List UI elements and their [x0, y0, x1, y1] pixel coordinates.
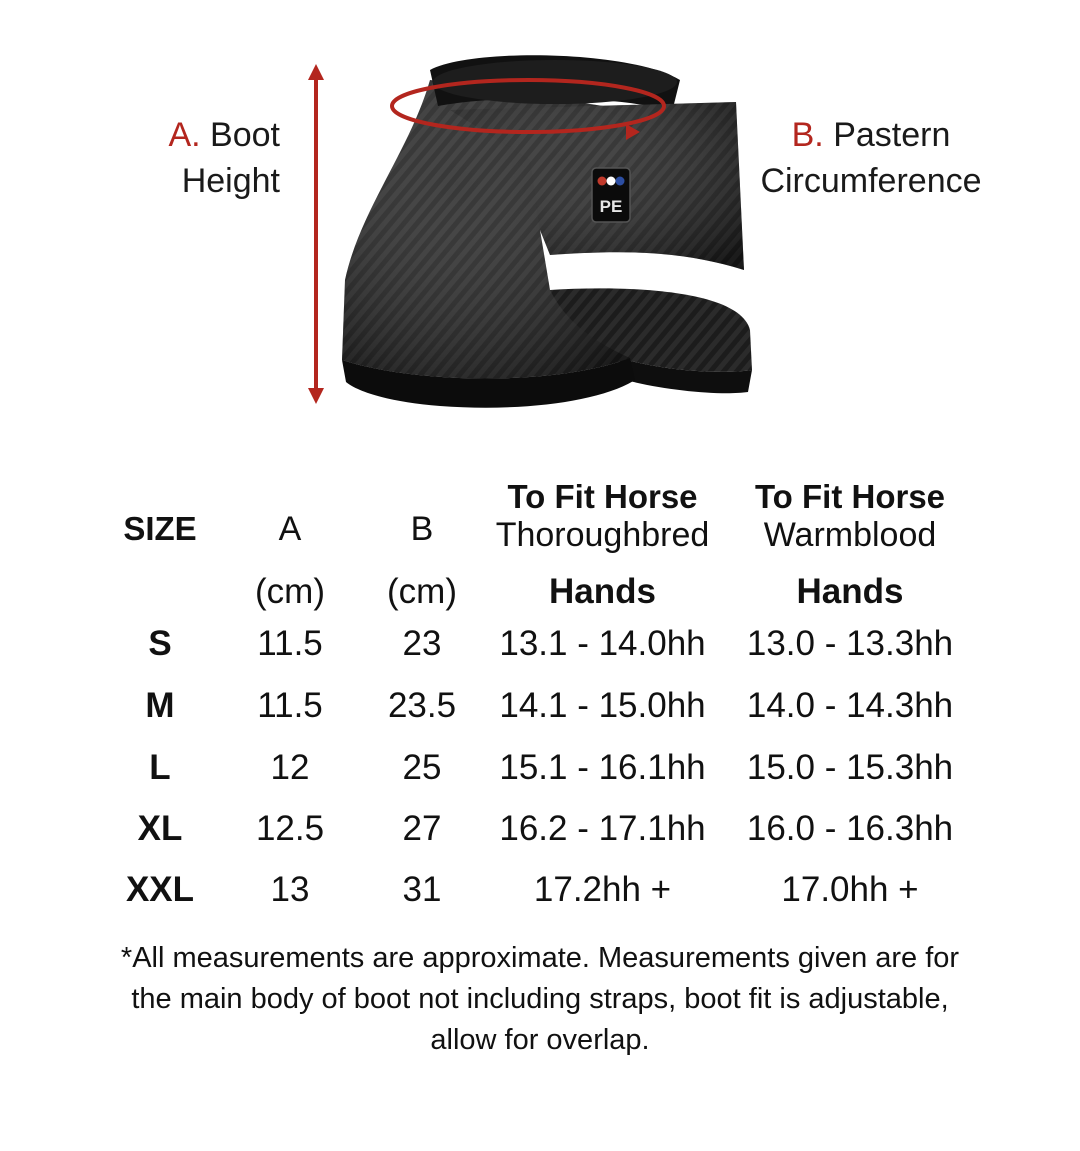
label-pastern-circumference	[756, 112, 986, 204]
measurement-note	[60, 938, 1020, 1061]
row-l-b: 25	[402, 748, 442, 787]
note-line2: the main body of boot not including straps, boot fit is adjustable,	[131, 983, 949, 1015]
row-l-thoroughbred: 15.1 - 16.1hh	[499, 748, 706, 787]
label-boot-height	[140, 112, 280, 204]
bell-boot-image	[300, 40, 780, 450]
row-l-warmblood: 15.0 - 15.3hh	[746, 748, 954, 787]
label-b-line2: Circumference	[760, 162, 982, 200]
row-m-thoroughbred: 14.1 - 15.0hh	[499, 686, 706, 725]
header-warmblood-line2: Warmblood	[763, 516, 937, 554]
row-s-size: S	[148, 624, 172, 663]
header-warmblood-line1: To Fit Horse	[754, 478, 946, 515]
note-line3: allow for overlap.	[430, 1024, 650, 1056]
header-thoroughbred-line1: To Fit Horse	[507, 478, 698, 515]
row-m-warmblood: 14.0 - 14.3hh	[746, 686, 954, 725]
header-warmblood	[730, 478, 970, 555]
row-xxl-size: XXL	[125, 870, 195, 909]
label-b-letter: B.	[791, 116, 824, 154]
row-xxl-thoroughbred: 17.2hh +	[533, 870, 672, 909]
header-a: A	[278, 510, 302, 548]
label-a-letter: A.	[168, 116, 201, 154]
row-m-a: 11.5	[257, 686, 323, 725]
header-thoroughbred	[480, 478, 725, 555]
unit-warmblood: Hands	[796, 572, 904, 611]
row-s-thoroughbred: 13.1 - 14.0hh	[499, 624, 706, 663]
label-a-line2: Height	[181, 162, 280, 200]
row-xxl-a: 13	[270, 870, 310, 909]
row-xl-a: 12.5	[255, 809, 325, 848]
row-m-size: M	[145, 686, 175, 725]
row-xl-warmblood: 16.0 - 16.3hh	[746, 809, 954, 848]
row-s-warmblood: 13.0 - 13.3hh	[746, 624, 954, 663]
header-thoroughbred-line2: Thoroughbred	[495, 516, 710, 554]
row-xxl-b: 31	[402, 870, 442, 909]
row-l-size: L	[149, 748, 171, 787]
unit-a: (cm)	[255, 572, 325, 611]
row-m-b: 23.5	[387, 686, 457, 725]
row-xxl-warmblood: 17.0hh +	[781, 870, 919, 909]
unit-b: (cm)	[387, 572, 457, 611]
row-s-b: 23	[402, 624, 442, 663]
row-s-a: 11.5	[257, 624, 323, 663]
label-b-line1: Pastern	[833, 116, 951, 154]
header-b: B	[410, 510, 434, 548]
row-xl-size: XL	[137, 809, 183, 848]
row-xl-thoroughbred: 16.2 - 17.1hh	[499, 809, 706, 848]
row-xl-b: 27	[402, 809, 442, 848]
note-line1: *All measurements are approximate. Measurements given are for	[120, 942, 960, 974]
pe-logo-text: PE	[599, 197, 623, 216]
unit-thoroughbred: Hands	[549, 572, 656, 611]
row-l-a: 12	[270, 748, 310, 787]
label-a-line1: Boot	[210, 116, 280, 154]
header-size: SIZE	[123, 510, 197, 547]
